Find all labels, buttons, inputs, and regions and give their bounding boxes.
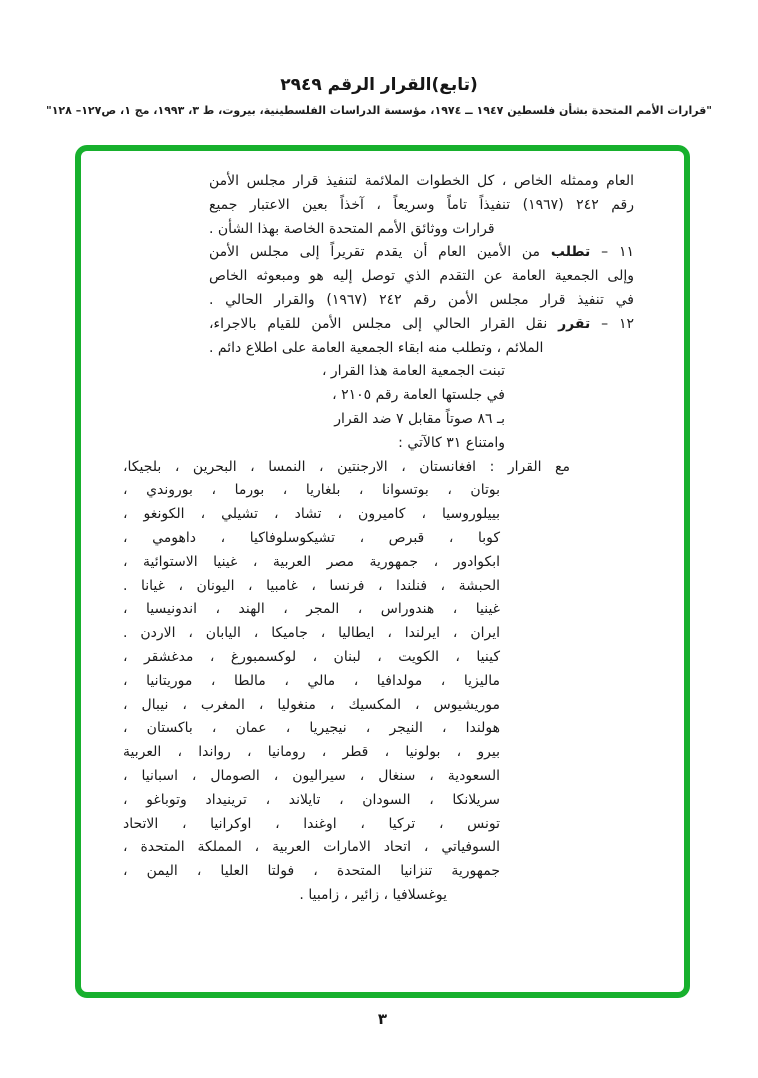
text-line: تبنت الجمعية العامة هذا القرار ، [321, 363, 505, 380]
resolution-text [123, 170, 634, 908]
page-number: ٣ [377, 1010, 388, 1028]
text-line: في جلستها العامة رقم ٢١٠٥ ، [332, 387, 505, 404]
text-line: ١١ – تطلب من الأمين العام أن يقدم تقريراً إلى مجلس الأمن [209, 244, 634, 261]
text-line: كوبا ، قبرص ، تشيكوسلوفاكيا ، داهومي ، [123, 529, 500, 546]
page-title: (تابع)القرار الرقم ٢٩٤٩ [280, 75, 478, 95]
text-line: السوفياتي ، اتحاد الامارات العربية ، المملكة المتحدة ، [123, 839, 500, 856]
text-line: قرارات ووثائق الأمم المتحدة الخاصة بهذا الشأن . [209, 220, 495, 237]
text-line: في تنفيذ قرار مجلس الأمن رقم ٢٤٢ (١٩٦٧) والقرار الحالي . [209, 291, 635, 308]
text-line: بـ ٨٦ صوتاً مقابل ٧ ضد القرار [334, 410, 505, 427]
text-line: ١٢ – تقرر نقل القرار الحالي إلى مجلس الأمن للقيام بالاجراء، [209, 315, 634, 332]
text-line: وإلى الجمعية العامة عن التقدم الذي توصل إليه هو ومبعوثه الخاص [209, 268, 634, 285]
text-line: كينيا ، الكويت ، لبنان ، لوكسمبورغ ، مدغشقر ، [123, 648, 500, 665]
text-line: جمهورية تنزانيا المتحدة ، فولتا العليا ، اليمن ، [123, 863, 500, 880]
text-line: بيرو ، بولونيا ، قطر ، رومانيا ، رواندا ، العربية [123, 744, 500, 761]
text-line: هولندا ، النيجر ، نيجيريا ، عمان ، باكستان ، [123, 720, 500, 737]
text-line: الملائم ، وتطلب منه ابقاء الجمعية العامة على اطلاع دائم . [209, 339, 544, 356]
text-line: الحبشة ، فنلندا ، فرنسا ، غامبيا ، اليونان ، غيانا . [123, 577, 500, 594]
text-line: السعودية ، سنغال ، سيراليون ، الصومال ، اسبانيا ، [123, 767, 500, 784]
text-line: بوتان ، بوتسوانا ، بلغاريا ، بورما ، بوروندي ، [123, 482, 500, 499]
text-line: ايران ، ايرلندا ، ايطاليا ، جاميكا ، اليابان ، الاردن . [123, 625, 500, 642]
text-line: ماليزيا ، مولدافيا ، مالي ، مالطا ، موريتانيا ، [123, 672, 500, 689]
text-line: تونس ، تركيا ، اوغندا ، اوكرانيا ، الاتحاد [123, 815, 500, 832]
text-line: يوغسلافيا ، زائير ، زامبيا . [299, 886, 447, 903]
text-line: مع القرار : افغانستان ، الارجنتين ، النمسا ، البحرين ، بلجيكا، [123, 458, 570, 475]
text-line: رقم ٢٤٢ (١٩٦٧) تنفيذاً تاماً وسريعاً ، آخذاً بعين الاعتبار جميع [209, 196, 635, 213]
text-line: وامتناع ٣١ كالآتي : [398, 434, 505, 451]
text-line: ابكوادور ، جمهورية مصر العربية ، غينيا الاستوائية ، [123, 553, 500, 570]
source-citation: "قرارات الأمم المتحدة بشأن فلسطين ١٩٤٧ ــ ١٩٧٤، مؤسسة الدراسات الفلسطينية، بيروت، ط ٣، ١٩٩٣، مج ١، ص١٢٧– ١٢٨" [45, 104, 713, 117]
text-line: غينيا ، هندوراس ، المجر ، الهند ، اندونيسيا ، [123, 601, 500, 618]
text-line: بييلوروسيا ، كاميرون ، تشاد ، تشيلي ، الكونغو ، [123, 506, 500, 523]
text-line: موريشيوس ، المكسيك ، منغوليا ، المغرب ، نيبال ، [123, 696, 500, 713]
text-line: سريلانكا ، السودان ، تايلاند ، ترينيداد وتوباغو ، [123, 791, 500, 808]
text-line: العام وممثله الخاص ، كل الخطوات الملائمة لتنفيذ قرار مجلس الأمن [209, 173, 634, 189]
